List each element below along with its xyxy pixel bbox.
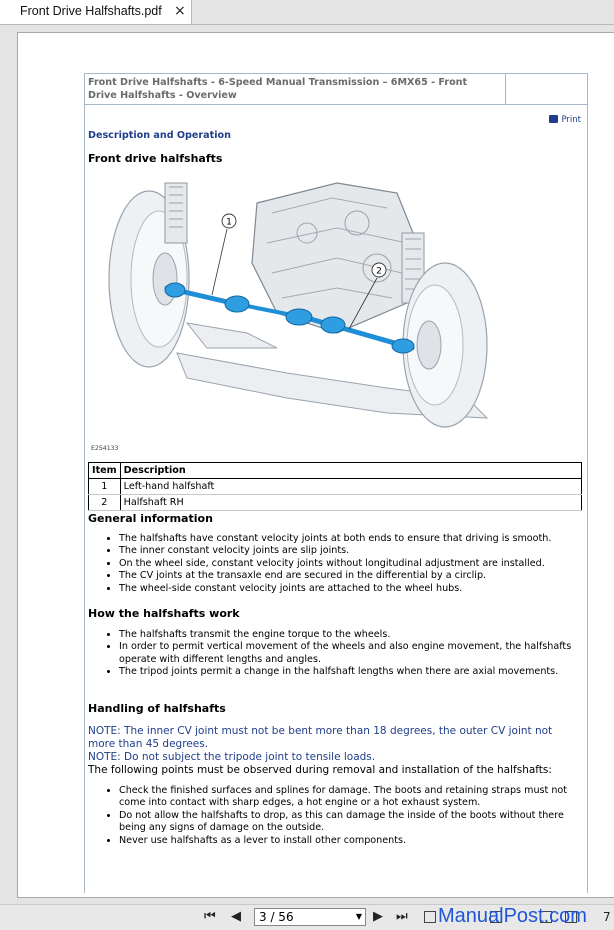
list-item: • Never use halfshafts as a lever to install other components.	[119, 835, 591, 847]
table-cell-item: 1	[89, 479, 121, 495]
first-page-icon[interactable]: ⏮	[204, 909, 216, 924]
general-info-list	[105, 533, 591, 595]
page-title: Front Drive Halfshafts - 6-Speed Manual Transmission – 6MX65 - Front Drive Halfshafts - Overview	[88, 77, 468, 101]
header-divider	[505, 74, 506, 104]
fit-page-icon[interactable]	[424, 911, 436, 923]
list-item: • On the wheel side, constant velocity joints without longitudinal adjustment are installed.	[119, 558, 591, 570]
halfshaft-illustration	[87, 173, 585, 439]
table-row	[89, 495, 582, 511]
note-cv-joint: NOTE: The inner CV joint must not be bent more than 18 degrees, the outer CV joint not more than 45 degrees.	[88, 725, 553, 750]
heading-general-info: General information	[88, 512, 213, 525]
list-item: • The halfshafts transmit the engine torque to the wheels.	[119, 629, 591, 641]
list-item: • The wheel-side constant velocity joints are attached to the wheel hubs.	[119, 583, 591, 595]
callout-1: 1	[226, 217, 232, 228]
list-item: • Check the finished surfaces and splines for damage. The boots and retaining straps must not come into contact with sharp edges, a hot engine or a hot exhaust system.	[119, 785, 591, 810]
list-item: • The halfshafts have constant velocity joints at both ends to ensure that driving is smooth.	[119, 533, 591, 545]
table-header-description: Description	[120, 463, 581, 479]
navigation-toolbar	[0, 904, 614, 930]
callout-2: 2	[376, 266, 382, 277]
item-table	[88, 462, 582, 511]
handling-list	[105, 785, 591, 847]
printer-icon	[549, 115, 558, 123]
table-cell-description: Left-hand halfshaft	[120, 479, 581, 495]
table-cell-description: Halfshaft RH	[120, 495, 581, 511]
print-link[interactable]	[549, 115, 581, 125]
heading-front-drive: Front drive halfshafts	[88, 152, 223, 165]
figure-code: E254133	[91, 444, 119, 452]
table-row	[89, 479, 582, 495]
pdf-page	[17, 32, 614, 898]
tab-bar	[0, 0, 614, 25]
page-content	[84, 73, 588, 893]
zoom-level[interactable]: 7	[603, 910, 611, 924]
heading-how-it-works: How the halfshafts work	[88, 607, 240, 620]
chevron-down-icon: ▼	[355, 912, 362, 921]
table-cell-item: 2	[89, 495, 121, 511]
next-page-icon[interactable]: ▶	[373, 909, 383, 924]
watermark: ManualPost.com	[438, 905, 587, 927]
close-icon[interactable]: ×	[174, 3, 186, 19]
previous-page-icon[interactable]: ◀	[231, 909, 241, 924]
page-indicator: 3 / 56	[259, 910, 294, 924]
print-label: Print	[561, 115, 581, 125]
pdf-viewer[interactable]	[0, 25, 614, 904]
document-header	[85, 73, 587, 105]
document-tab[interactable]	[0, 0, 192, 24]
list-item: • Do not allow the halfshafts to drop, as this can damage the inside of the boots without there being any signs of damage on the outside.	[119, 810, 591, 835]
heading-handling: Handling of halfshafts	[88, 702, 226, 715]
list-item: • The CV joints at the transaxle end are secured in the differential by a circlip.	[119, 570, 591, 582]
note-tripode: NOTE: Do not subject the tripode joint to tensile loads.	[88, 751, 376, 763]
tab-title: Front Drive Halfshafts.pdf	[20, 4, 162, 18]
table-header-row	[89, 463, 582, 479]
table-header-item: Item	[89, 463, 121, 479]
list-item: • In order to permit vertical movement of the wheels and also engine movement, the halfshafts operate with different lengths and angles.	[119, 641, 591, 666]
list-item: • The inner constant velocity joints are slip joints.	[119, 545, 591, 557]
page-number-select[interactable]	[254, 908, 366, 926]
following-points-text: The following points must be observed during removal and installation of the halfshafts:	[88, 764, 552, 776]
last-page-icon[interactable]: ⏭	[396, 909, 408, 924]
list-item: • The tripod joints permit a change in the halfshaft lengths when there are axial movements.	[119, 666, 591, 678]
how-it-works-list	[105, 629, 591, 679]
section-title: Description and Operation	[88, 130, 231, 141]
